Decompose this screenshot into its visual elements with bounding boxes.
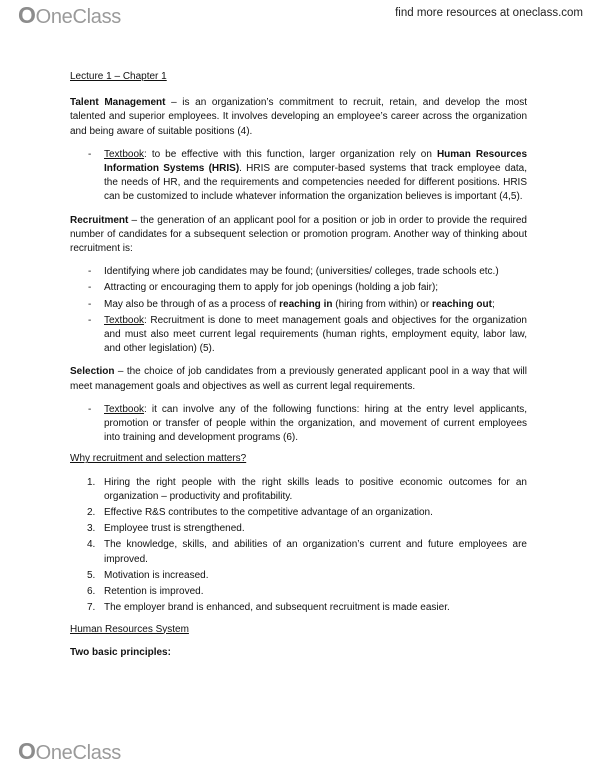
term: Recruitment xyxy=(70,214,129,226)
selection-paragraph: Selection – the choice of job candidates from a previously generated applicant pool in a way that will meet management goals and objectives as well as current legal requirements. xyxy=(70,366,527,392)
list-item: - Textbook: Recruitment is done to meet management goals and objectives for the organization and must also meet current legal requirements (human rights, employment equity, labor law, and other legislation) (5). xyxy=(88,314,527,355)
list-item: - Attracting or encouraging them to apply for job openings (holding a job fair); xyxy=(88,282,439,294)
item-text: Motivation is increased. xyxy=(104,569,209,581)
item-text: Retention is improved. xyxy=(104,586,204,598)
talent-notes-list xyxy=(70,148,527,205)
item-number: 5. xyxy=(87,569,96,581)
item-text: The knowledge, skills, and abilities of an organization’s current and future employees are improved. xyxy=(104,539,527,565)
list-item xyxy=(70,522,527,536)
reasons-list xyxy=(70,476,527,616)
logo-text: OneClass xyxy=(35,6,122,28)
item-text: The employer brand is enhanced, and subsequent recruitment is made easier. xyxy=(104,602,450,614)
why-heading: Why recruitment and selection matters? xyxy=(70,453,247,465)
item-text: Hiring the right people with the right skills leads to positive economic outcomes for an organization – productivity and profitability. xyxy=(104,476,527,502)
oneclass-logo[interactable] xyxy=(18,2,121,29)
list-item xyxy=(70,538,527,566)
recruitment-list xyxy=(70,265,527,356)
term: Talent Management xyxy=(70,97,166,109)
item-number: 3. xyxy=(87,523,96,535)
logo-letter-o: O xyxy=(18,738,36,764)
item-number: 4. xyxy=(87,539,96,551)
list-item: - Identifying where job candidates may be found; (universities/ colleges, trade schools etc.) xyxy=(88,266,499,278)
talent-management-paragraph: Talent Management – is an organization’s commitment to recruit, retain, and develop the most talented and superior employees. It involves developing an employee’s career across the organization and being aware of suitable positions (4). xyxy=(70,97,527,137)
list-item xyxy=(70,476,527,504)
list-item xyxy=(70,506,527,520)
oneclass-logo-footer[interactable] xyxy=(18,738,121,765)
logo-letter-o: O xyxy=(18,2,36,28)
logo-text: OneClass xyxy=(35,742,122,764)
term: Selection xyxy=(70,366,115,378)
list-item: - Textbook: to be effective with this function, larger organization rely on Human Resources Information Systems (HRIS). HRIS are computer-based systems that track employee data, the needs of HR, and the requirements and competencies needed for different positions. HRIS can be customized to include whatever information the organization believes is important (4,5). xyxy=(88,148,527,203)
item-number: 1. xyxy=(87,476,96,488)
list-item xyxy=(70,585,527,599)
item-text: Employee trust is strengthened. xyxy=(104,523,245,535)
recruitment-paragraph: Recruitment – the generation of an applicant pool for a position or job in order to provide the required number of candidates for a subsequent selection or promotion program. Another way of thinking about recruitment is: xyxy=(70,214,527,255)
list-item: - May also be through of as a process of reaching in (hiring from within) or reaching out; xyxy=(88,298,495,310)
item-number: 6. xyxy=(87,586,96,598)
list-item xyxy=(70,601,527,615)
list-item xyxy=(70,569,527,583)
item-number: 2. xyxy=(87,507,96,519)
selection-notes-list xyxy=(70,403,527,446)
resources-link[interactable]: find more resources at oneclass.com xyxy=(395,7,583,19)
hr-system-heading: Human Resources System xyxy=(70,623,189,635)
lecture-heading: Lecture 1 – Chapter 1 xyxy=(70,71,167,82)
principles-heading: Two basic principles: xyxy=(70,646,171,658)
list-item: - Textbook: it can involve any of the following functions: hiring at the entry level applicants, promotion or transfer of people within the organization, and movement of current employees into training and development programs (6). xyxy=(88,403,527,444)
document-body xyxy=(70,70,527,660)
item-text: Effective R&S contributes to the competitive advantage of an organization. xyxy=(104,507,433,519)
item-number: 7. xyxy=(87,602,96,614)
